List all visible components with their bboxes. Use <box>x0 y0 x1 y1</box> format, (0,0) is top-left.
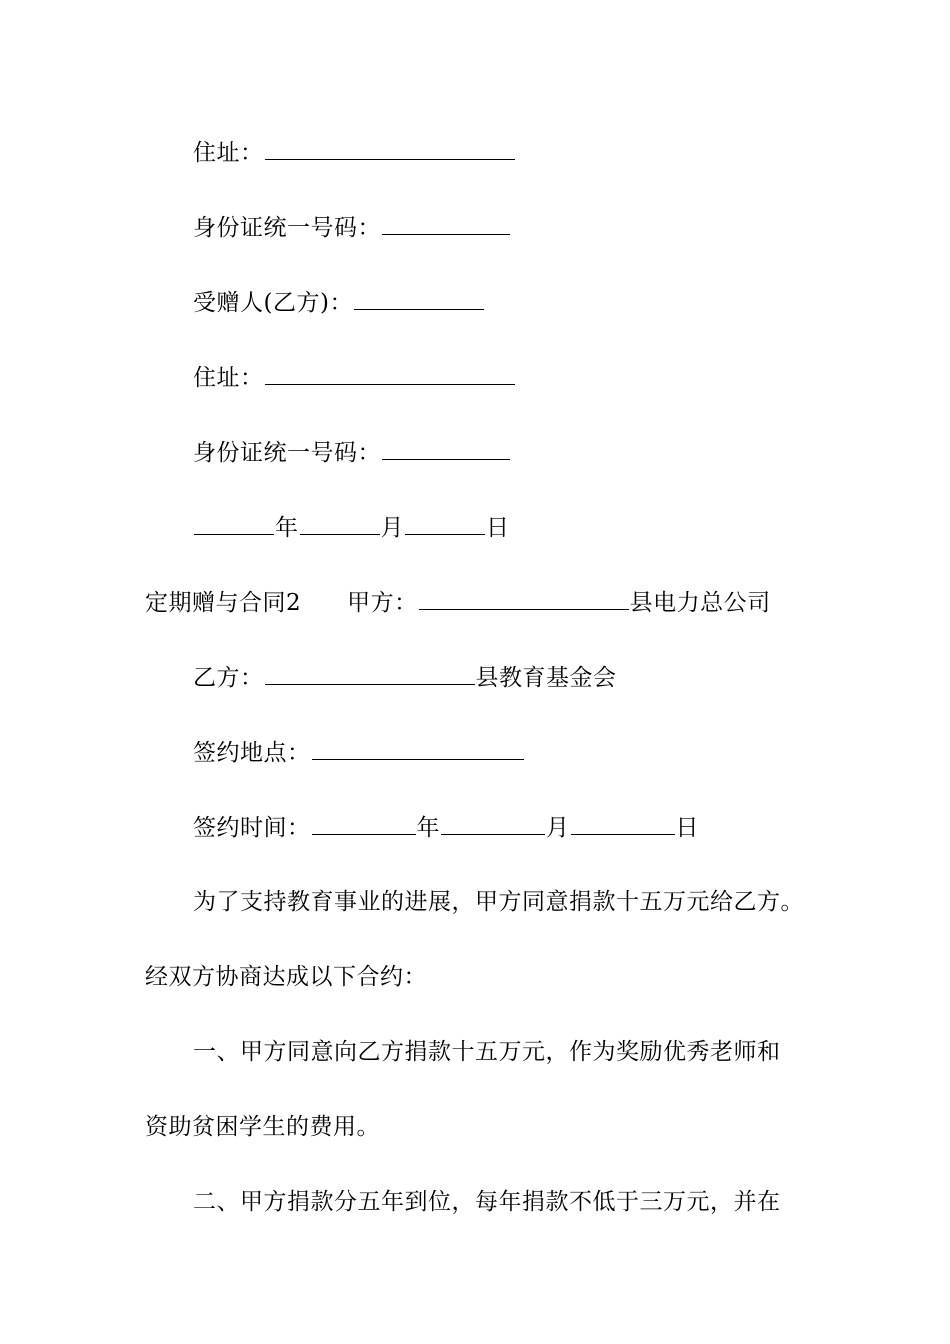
paragraph-text: 二、甲方捐款分五年到位，每年捐款不低于三万元，并在 <box>193 1189 781 1215</box>
paragraph-1-line-1 <box>193 887 804 917</box>
recipient-blank[interactable] <box>354 287 484 310</box>
recipient-label: 受赠人(乙方)： <box>193 290 353 316</box>
party-a-blank[interactable] <box>419 587 629 610</box>
contract-title-line <box>145 587 771 618</box>
paragraph-text: 经双方协商达成以下合约： <box>145 964 427 990</box>
party-b-suffix: 县教育基金会 <box>475 665 617 691</box>
month-label: 月 <box>380 515 404 541</box>
address-blank[interactable] <box>265 362 515 385</box>
id-line-2 <box>193 437 511 468</box>
id-line-1 <box>193 212 511 243</box>
party-b-label: 乙方： <box>193 665 264 691</box>
paragraph-2-line-1 <box>193 1037 781 1067</box>
sign-time-label: 签约时间： <box>193 815 311 841</box>
sign-day-blank[interactable] <box>571 812 675 835</box>
party-b-line <box>193 662 617 693</box>
address-label: 住址： <box>193 140 264 166</box>
address-line-2 <box>193 362 516 393</box>
address-label: 住址： <box>193 365 264 391</box>
address-blank[interactable] <box>265 137 515 160</box>
address-line-1 <box>193 137 516 168</box>
paragraph-3-line-1 <box>193 1187 781 1217</box>
recipient-line <box>193 287 485 318</box>
party-a-suffix: 县电力总公司 <box>629 590 771 616</box>
sign-place-label: 签约地点： <box>193 740 311 766</box>
day-label: 日 <box>486 515 510 541</box>
paragraph-text: 资助贫困学生的费用。 <box>145 1114 380 1140</box>
sign-month-label: 月 <box>546 815 570 841</box>
party-b-blank[interactable] <box>265 662 475 685</box>
month-blank[interactable] <box>300 512 380 535</box>
day-blank[interactable] <box>405 512 485 535</box>
paragraph-text: 一、甲方同意向乙方捐款十五万元，作为奖励优秀老师和 <box>193 1039 781 1065</box>
date-line <box>193 512 510 543</box>
id-label: 身份证统一号码： <box>193 440 381 466</box>
party-a-label: 甲方： <box>347 590 418 616</box>
id-label: 身份证统一号码： <box>193 215 381 241</box>
paragraph-1-line-2 <box>145 962 427 992</box>
paragraph-text: 为了支持教育事业的进展，甲方同意捐款十五万元给乙方。 <box>193 889 804 915</box>
sign-day-label: 日 <box>675 815 699 841</box>
sign-place-line <box>193 737 525 768</box>
sign-year-blank[interactable] <box>312 812 416 835</box>
contract-title: 定期赠与合同2 <box>145 590 302 616</box>
year-blank[interactable] <box>194 512 274 535</box>
sign-place-blank[interactable] <box>312 737 524 760</box>
year-label: 年 <box>275 515 299 541</box>
paragraph-2-line-2 <box>145 1112 380 1142</box>
sign-time-line <box>193 812 699 843</box>
sign-year-label: 年 <box>416 815 440 841</box>
id-blank[interactable] <box>382 437 510 460</box>
id-blank[interactable] <box>382 212 510 235</box>
sign-month-blank[interactable] <box>441 812 545 835</box>
